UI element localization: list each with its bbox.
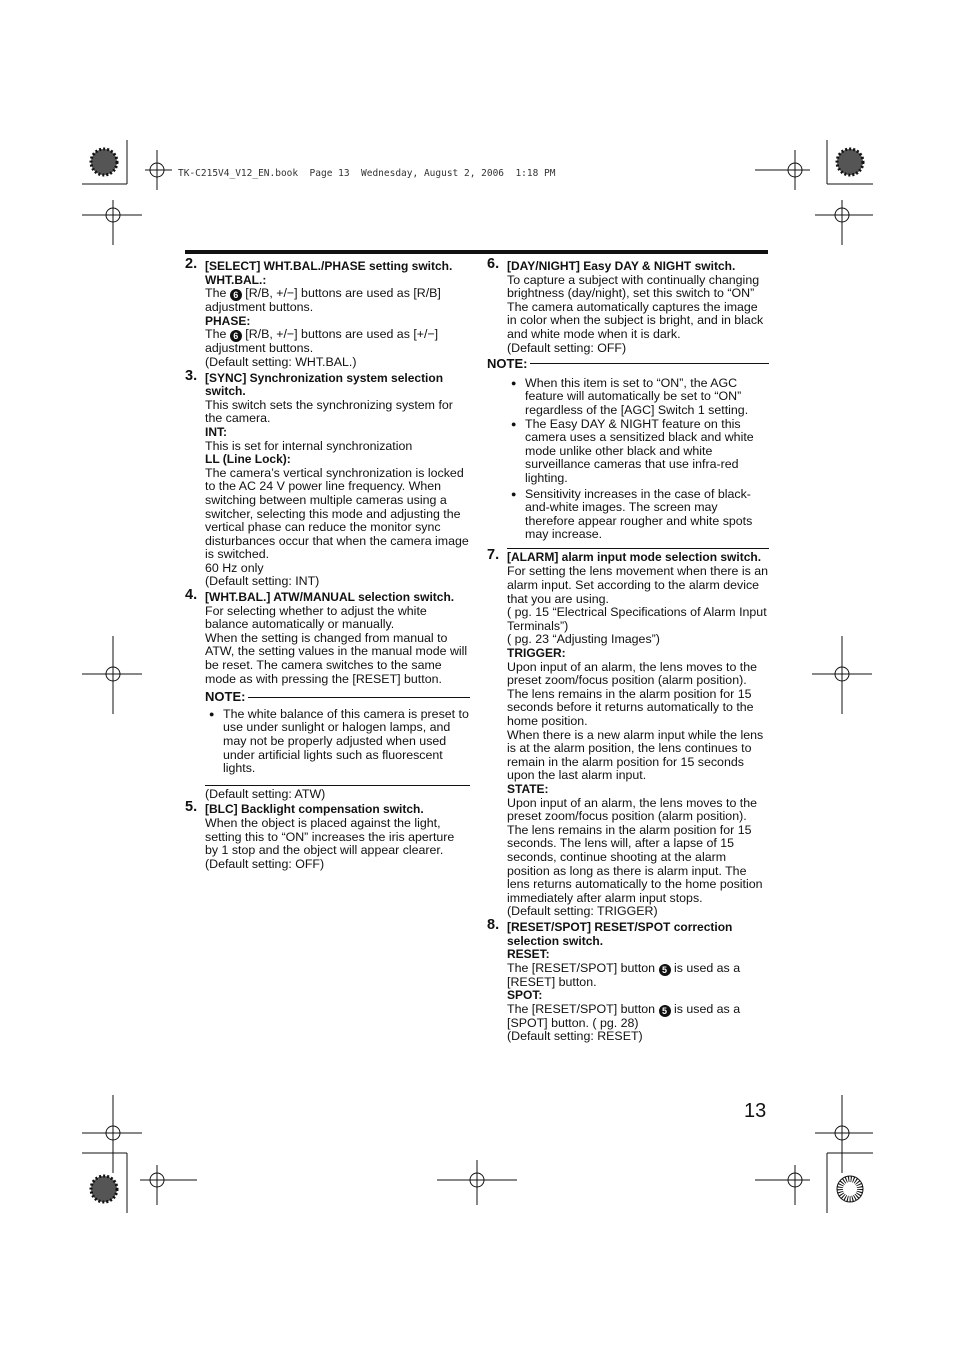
note-list xyxy=(205,708,470,776)
default-setting: (Default setting: OFF) xyxy=(205,856,325,871)
registration-mark-icon xyxy=(82,140,172,250)
left-column xyxy=(185,258,470,871)
note-end-rule xyxy=(507,548,769,549)
int-label: INT: xyxy=(205,424,227,439)
registration-mark-icon xyxy=(82,1095,202,1215)
item-6 xyxy=(487,256,769,355)
spot-text: The [RESET/SPOT] button 5 is used as a [SPOT] button. ( pg. 28) xyxy=(507,1001,741,1030)
trigger-text: Upon input of an alarm, the lens moves to the preset zoom/focus position (alarm position). The lens remains in the alarm position for 15 seconds before it returns automatically to the home position. xyxy=(507,659,758,728)
item-number: 7. xyxy=(487,546,500,563)
default-setting: (Default setting: WHT.BAL.) xyxy=(205,354,357,369)
default-setting: (Default setting: INT) xyxy=(205,574,320,589)
item-3 xyxy=(185,367,470,590)
ll-label: LL (Line Lock): xyxy=(205,452,291,467)
item-number: 4. xyxy=(185,587,198,604)
item-text: This switch sets the synchronizing system for the camera. xyxy=(205,397,453,426)
item-title: [DAY/NIGHT] Easy DAY & NIGHT switch. xyxy=(507,259,736,273)
hz-text: 60 Hz only xyxy=(205,560,264,575)
page-ref: ( pg. 15 “Electrical Specifications of Alarm Input Terminals”) xyxy=(507,605,767,633)
item-number: 6. xyxy=(487,256,500,272)
item-title: [ALARM] alarm input mode selection switch. xyxy=(507,549,762,564)
item-2 xyxy=(185,256,470,370)
note-item: ● The white balance of this camera is preset to use under sunlight or halogen lamps, and may not be properly adjusted when used under artificial lights such as fluorescent lights. xyxy=(205,708,470,776)
ll-text: The camera’s vertical synchronization is locked to the AC 24 V power line frequency. When switching between multiple cameras using a switcher, selecting this mode and adjusting the vertical phase can reduce the monitor sync disturbances occur that when the camera image is switched. xyxy=(205,465,469,562)
whtbal-text: The 6 [R/B, +/−] buttons are used as [R/B] adjustment buttons. xyxy=(205,286,441,315)
item-8 xyxy=(487,916,769,1044)
note-end-rule xyxy=(205,785,470,786)
registration-mark-icon xyxy=(812,636,872,716)
ref-circle-icon: 6 xyxy=(230,289,242,301)
note-item: ● Sensitivity increases in the case of black-and-white images. The screen may therefore appear rougher and white spots may increase. xyxy=(507,488,769,542)
ref-circle-icon: 6 xyxy=(230,330,242,342)
top-rule xyxy=(185,250,768,254)
ref-circle-icon: 5 xyxy=(659,1005,671,1017)
default-setting: (Default setting: OFF) xyxy=(507,340,627,355)
item-title: [RESET/SPOT] RESET/SPOT correction selection switch. xyxy=(507,919,733,948)
registration-mark-icon xyxy=(82,636,142,716)
item-text: When the object is placed against the light, setting this to “ON” increases the iris aperture by 1 stop and the object will appear clearer. xyxy=(205,815,455,858)
item-text: When the setting is changed from manual to ATW, the setting values in the manual mode will be reset. The camera switches to the same mode as with pressing the [RESET] button. xyxy=(205,630,468,686)
item-number: 8. xyxy=(487,916,500,933)
whtbal-label: WHT.BAL.: xyxy=(205,272,267,287)
registration-mark-icon xyxy=(437,1160,517,1210)
item-7 xyxy=(487,546,769,919)
default-setting: (Default setting: RESET) xyxy=(507,1029,643,1044)
spot-label: SPOT: xyxy=(507,988,543,1003)
state-label: STATE: xyxy=(507,781,549,796)
item-text: To capture a subject with continually changing brightness (day/night), set this switch to “ON” The camera automatically captures the image in color when the subject is bright, and in black and white mode when it is dark. xyxy=(507,272,764,341)
state-text: Upon input of an alarm, the lens moves to the preset zoom/focus position (alarm position). The lens remains in the alarm position for 15 seconds. The lens will, after a lapse of 15 seconds, continue shooting at the alarm position as long as there is alarm input. The lens returns automatically to the home position immediately after alarm input stops. xyxy=(507,795,763,905)
item-number: 5. xyxy=(185,799,198,816)
registration-mark-icon xyxy=(755,1095,875,1215)
default-setting: (Default setting: ATW) xyxy=(205,786,326,801)
phase-label: PHASE: xyxy=(205,313,251,328)
item-text: For setting the lens movement when there is an alarm input. Set according to the alarm device that you are using. xyxy=(507,564,769,606)
reset-text: The [RESET/SPOT] button 5 is used as a [RESET] button. xyxy=(507,960,741,989)
note-heading: NOTE: xyxy=(487,357,769,371)
book-header: TK-C215V4_V12_EN.book Page 13 Wednesday, August 2, 2006 1:18 PM xyxy=(178,168,556,179)
page-ref: ( pg. 23 “Adjusting Images”) xyxy=(507,632,660,647)
item-title: [WHT.BAL.] ATW/MANUAL selection switch. xyxy=(205,590,455,605)
note-item: ● When this item is set to “ON”, the AGC feature will automatically be set to “ON” regardless of the [AGC] Switch 1 setting. xyxy=(507,377,769,418)
right-column xyxy=(487,258,769,1044)
item-number: 2. xyxy=(185,256,198,272)
item-number: 3. xyxy=(185,367,198,384)
ref-circle-icon: 5 xyxy=(659,964,671,976)
item-5 xyxy=(185,799,470,871)
reset-label: RESET: xyxy=(507,947,550,962)
trigger-label: TRIGGER: xyxy=(507,646,566,661)
note-heading: NOTE: xyxy=(205,690,470,704)
page-number: 13 xyxy=(744,1100,767,1122)
phase-text: The 6 [R/B, +/−] buttons are used as [+/−] adjustment buttons. xyxy=(205,327,439,356)
item-title: [SYNC] Synchronization system selection switch. xyxy=(205,370,444,399)
note-item: ● The Easy DAY & NIGHT feature on this camera uses a sensitized black and white mode unlike other black and white surveillance cameras that use infra-red lighting. xyxy=(507,418,769,486)
note-list xyxy=(507,377,769,542)
default-setting: (Default setting: TRIGGER) xyxy=(507,904,658,919)
registration-mark-icon xyxy=(755,140,875,250)
item-title: [BLC] Backlight compensation switch. xyxy=(205,802,424,817)
item-title: [SELECT] WHT.BAL./PHASE setting switch. xyxy=(205,259,453,273)
int-text: This is set for internal synchronization xyxy=(205,438,413,453)
item-text: For selecting whether to adjust the white balance automatically or manually. xyxy=(205,603,427,632)
trigger-text: When there is a new alarm input while the lens is at the alarm position, the lens continues to remain in the alarm position for 15 seconds upon the last alarm input. xyxy=(507,727,764,783)
item-4 xyxy=(185,587,470,801)
